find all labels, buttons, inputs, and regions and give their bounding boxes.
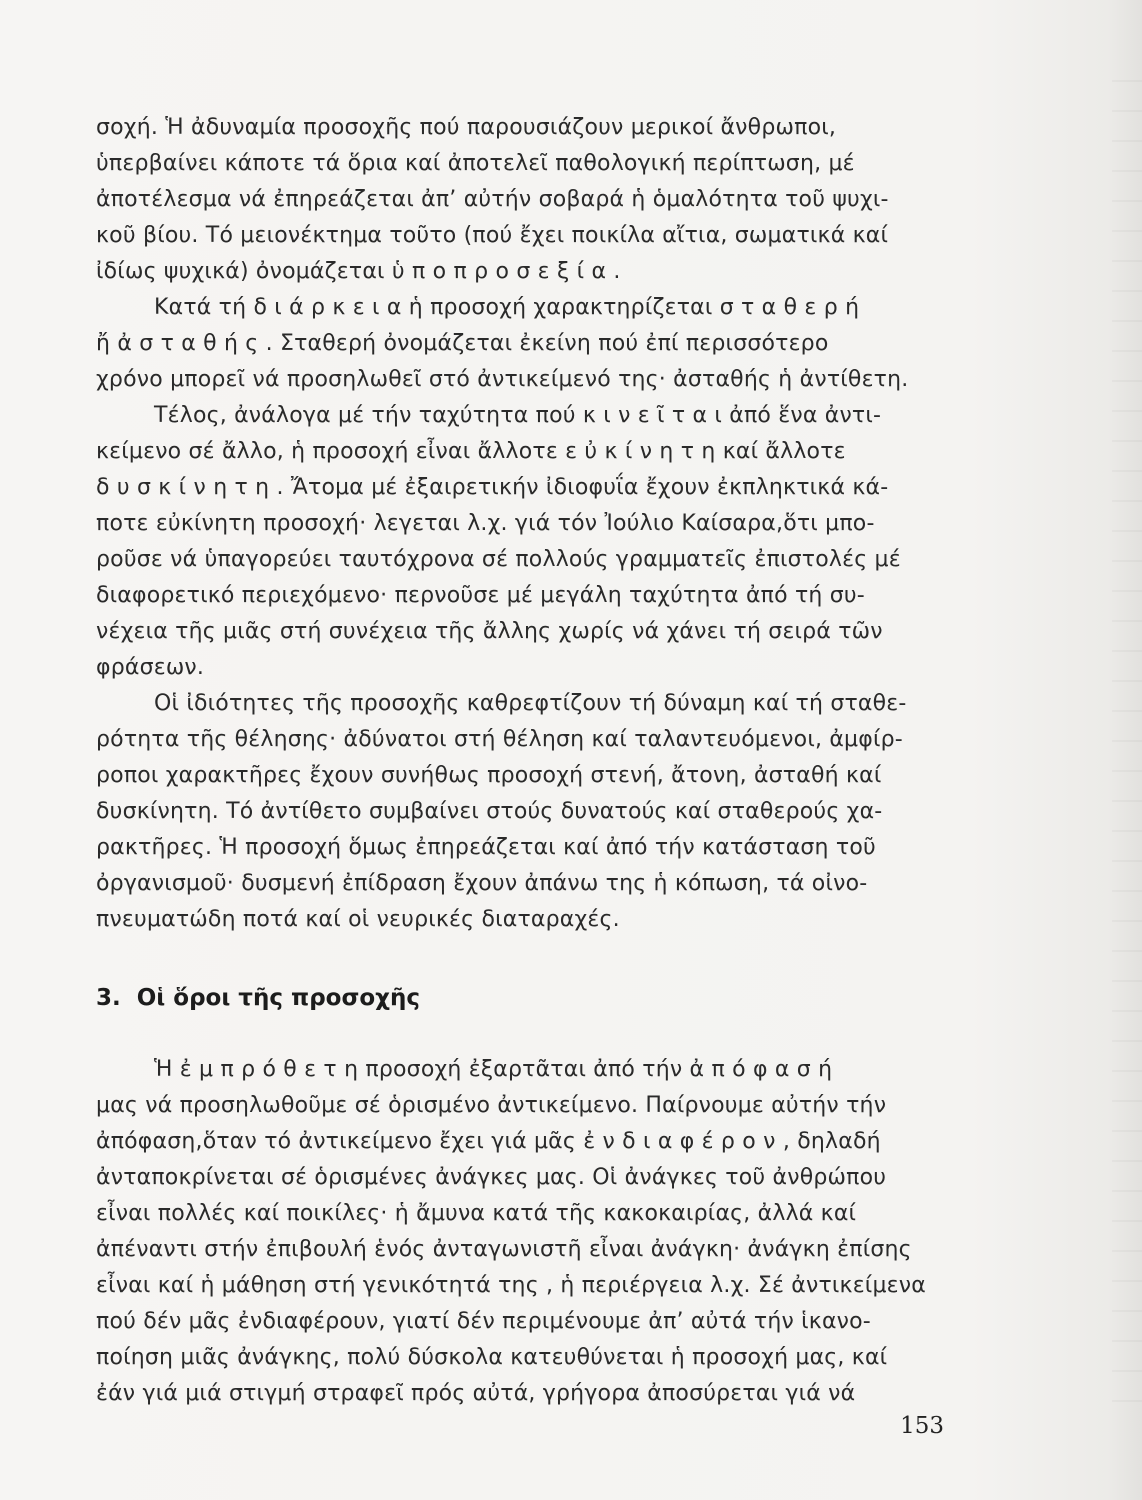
text-line: ἀποτέλεσμα νά ἐπηρεάζεται ἀπ’ αὐτήν σοβαρά ἡ ὁμαλότητα τοῦ ψυχι- [96,187,889,212]
text-line: ἤ ἀ σ τ α θ ή ς . Σταθερή ὀνομάζεται ἐκείνη πού ἐπί περισσότερο [96,331,829,356]
section-title: Οἱ ὅροι τῆς προσοχῆς [136,985,421,1011]
text-line: ἐάν γιά μιά στιγμή στραφεῖ πρός αὐτά, γρήγορα ἀποσύρεται γιά νά [96,1381,856,1406]
text-line: ροῦσε νά ὑπαγορεύει ταυτόχρονα σέ πολλούς γραμματεῖς ἐπιστολές μέ [96,547,901,572]
text-line: ἀπόφαση,ὅταν τό ἀντικείμενο ἔχει γιά μᾶς ἐ ν δ ι α φ έ ρ ο ν , δηλαδή [96,1129,881,1154]
text-line: διαφορετικό περιεχόμενο· περνοῦσε μέ μεγάλη ταχύτητα ἀπό τή συ- [96,583,865,608]
text-line: Τέλος, ἀνάλογα μέ τήν ταχύτητα πού κ ι ν ε ῖ τ α ι ἀπό ἕνα ἀντι- [154,403,882,428]
text-line: φράσεων. [96,655,205,680]
text-block [96,110,948,1412]
text-line: ποτε εὐκίνητη προσοχή· λεγεται λ.χ. γιά τόν Ἰούλιο Καίσαρα,ὅτι μπο- [96,511,875,536]
text-line: ποίηση μιᾶς ἀνάγκης, πολύ δύσκολα κατευθύνεται ἡ προσοχή μας, καί [96,1345,888,1370]
text-line: δυσκίνητη. Τό ἀντίθετο συμβαίνει στούς δυνατούς καί σταθερούς χα- [96,799,883,824]
text-line: εἶναι καί ἡ μάθηση στή γενικότητά της , ἡ περιέργεια λ.χ. Σέ ἀντικείμενα [96,1273,926,1298]
text-line: Ἡ ἐ μ π ρ ό θ ε τ η προσοχή ἐξαρτᾶται ἀπό τήν ἀ π ό φ α σ ή [154,1057,833,1082]
spacer [96,938,948,980]
text-line: σοχή. Ἡ ἀδυναμία προσοχῆς πού παρουσιάζουν μερικοί ἄνθρωποι, [96,115,837,140]
text-line: Οἱ ἰδιότητες τῆς προσοχῆς καθρεφτίζουν τή δύναμη καί τή σταθε- [154,691,907,716]
text-line: πνευματώδη ποτά καί οἱ νευρικές διαταραχές. [96,907,620,932]
section-number: 3. [96,985,121,1011]
text-line: ἰδίως ψυχικά) ὀνομάζεται ὑ π ο π ρ ο σ ε ξ ί α . [96,259,621,284]
bleed-through-shadow [1112,80,1142,1420]
text-line: Κατά τή δ ι ά ρ κ ε ι α ἡ προσοχή χαρακτηρίζεται σ τ α θ ε ρ ή [154,295,860,320]
text-line: ὑπερβαίνει κάποτε τά ὅρια καί ἀποτελεῖ παθολογική περίπτωση, μέ [96,151,855,176]
section-heading [96,980,948,1016]
text-line: ρακτῆρες. Ἡ προσοχή ὅμως ἐπηρεάζεται καί ἀπό τήν κατάσταση τοῦ [96,835,876,860]
text-line: ἀπέναντι στήν ἐπιβουλή ἑνός ἀνταγωνιστῆ εἶναι ἀνάγκη· ἀνάγκη ἐπίσης [96,1237,912,1262]
text-line: εἶναι πολλές καί ποικίλες· ἡ ἄμυνα κατά τῆς κακοκαιρίας, ἀλλά καί [96,1201,857,1226]
text-line: δ υ σ κ ί ν η τ η . Ἄτομα μέ ἐξαιρετικήν ἰδιοφυΐα ἔχουν ἐκπληκτικά κά- [96,475,889,500]
text-line: ροποι χαρακτῆρες ἔχουν συνήθως προσοχή στενή, ἄτονη, ἀσταθή καί [96,763,882,788]
page-number: 153 [900,1413,944,1439]
text-line: ὀργανισμοῦ· δυσμενή ἐπίδραση ἔχουν ἀπάνω της ἡ κόπωση, τά οἰνο- [96,871,868,896]
text-line: νέχεια τῆς μιᾶς στή συνέχεια τῆς ἄλλης χωρίς νά χάνει τή σειρά τῶν [96,619,883,644]
text-line: μας νά προσηλωθοῦμε σέ ὁρισμένο ἀντικείμενο. Παίρνουμε αὐτήν τήν [96,1093,887,1118]
text-line: ρότητα τῆς θέλησης· ἀδύνατοι στή θέληση καί ταλαντευόμενοι, ἀμφίρ- [96,727,903,752]
text-line: κείμενο σέ ἄλλο, ἡ προσοχή εἶναι ἄλλοτε ε ὐ κ ί ν η τ η καί ἄλλοτε [96,439,846,464]
text-line: χρόνο μπορεῖ νά προσηλωθεῖ στό ἀντικείμενό της· ἀσταθής ἡ ἀντίθετη. [96,367,909,392]
text-line: πού δέν μᾶς ἐνδιαφέρουν, γιατί δέν περιμένουμε ἀπ’ αὐτά τήν ἱκανο- [96,1309,871,1334]
text-line: κοῦ βίου. Τό μειονέκτημα τοῦτο (πού ἔχει ποικίλα αἴτια, σωματικά καί [96,223,889,248]
text-line: ἀνταποκρίνεται σέ ὁρισμένες ἀνάγκες μας. Οἱ ἀνάγκες τοῦ ἀνθρώπου [96,1165,887,1190]
